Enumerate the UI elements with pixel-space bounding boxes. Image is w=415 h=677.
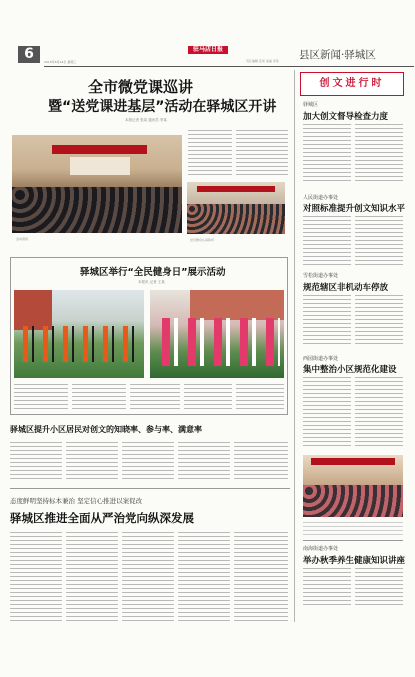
satisfaction-body-2: [66, 442, 118, 482]
dance-photo-left: [14, 290, 144, 378]
lead-title-line1: 全市微党课巡讲: [88, 78, 194, 96]
fitness-body-3: [130, 384, 180, 412]
stage-screen: [70, 157, 130, 175]
meeting-hall-photo: [12, 135, 182, 233]
stage-banner: [52, 145, 147, 154]
dancers-left: [18, 326, 140, 362]
sidebar-kicker-1: 驿城区: [303, 102, 319, 108]
discipline-title: 驿城区推进全面从严治党向纵深发展: [10, 511, 194, 525]
lecture-audience: [303, 485, 403, 517]
sidebar-body-4a: [303, 377, 351, 447]
building: [14, 290, 52, 330]
discipline-body-4: [178, 532, 230, 622]
sidebar-body-3b: [355, 295, 403, 345]
audience-banner: [197, 186, 275, 192]
sidebar-kicker-2: 人民街道办事处: [303, 195, 339, 201]
paper-name: 驻马店日报: [188, 46, 228, 54]
fitness-title: 驿城区举行“全民健身日”展示活动: [80, 267, 226, 278]
page-number: 6: [18, 46, 40, 63]
fitness-body-1: [14, 384, 68, 412]
fitness-body-2: [72, 384, 126, 412]
sidebar-kicker-3: 雪松街道办事处: [303, 273, 339, 279]
fitness-body-4: [184, 384, 232, 412]
sidebar-body-1b: [355, 124, 403, 184]
sidebar-body-4b: [355, 377, 403, 447]
dance-photo-right: [150, 290, 284, 378]
satisfaction-body-5: [234, 442, 288, 482]
section-title: 县区新闻·驿城区: [299, 49, 376, 61]
sidebar-body-5a: [303, 568, 351, 608]
photo1-caption: 活动现场: [16, 237, 29, 241]
sidebar-lecture-photo: [303, 455, 403, 517]
lead-title-line2: 暨“送党课进基层”活动在驿城区开讲: [48, 99, 277, 115]
satisfaction-body-3: [122, 442, 174, 482]
lead-body-col1: [188, 130, 232, 178]
sidebar-title-4: 集中整治小区规范化建设: [303, 365, 397, 375]
building-right: [190, 290, 284, 320]
lead-byline: 本报记者 张某 通讯员 李某: [125, 118, 167, 122]
sidebar-body-4c: [303, 522, 403, 536]
discipline-body-5: [234, 532, 288, 622]
sidebar-title-5: 举办秋季养生健康知识讲座: [303, 556, 406, 566]
satisfaction-body-1: [10, 442, 62, 482]
lead-body-col2: [236, 130, 288, 178]
satisfaction-rule: [10, 488, 290, 489]
sidebar-title-2: 对照标准提升创文知识水平: [303, 204, 406, 214]
sidebar-body-3a: [303, 295, 351, 345]
editor-line: 责任编辑 张某 美编 李某: [246, 59, 279, 63]
sidebar-body-2b: [355, 216, 403, 268]
discipline-body-3: [122, 532, 174, 622]
audience-rows: [187, 204, 285, 234]
discipline-body-1: [10, 532, 62, 622]
column-divider: [294, 70, 295, 622]
sidebar-title-1: 加大创文督导检查力度: [303, 112, 389, 122]
photo2-caption: 党员群众认真聆听: [190, 238, 215, 242]
sidebar-kicker-4: 西园街道办事处: [303, 356, 339, 362]
sidebar-rule: [303, 540, 403, 541]
sidebar-body-2a: [303, 216, 351, 268]
satisfaction-title: 驿城区提升小区居民对创文的知晓率、参与率、满意率: [10, 425, 202, 434]
sidebar-title-3: 规范辖区非机动车停放: [303, 283, 389, 293]
discipline-kicker: 态度鲜明坚持标本兼治 坚定信心推进以案促改: [10, 497, 143, 505]
sidebar-body-5b: [355, 568, 403, 608]
date-line: 2016年8月24日 星期三: [44, 60, 77, 64]
lecture-banner: [311, 458, 395, 465]
fitness-byline: 本报讯 记者 王某: [138, 280, 165, 284]
discipline-body-2: [66, 532, 118, 622]
sidebar-body-1a: [303, 124, 351, 184]
sidebar-kicker-5: 南海街道办事处: [303, 546, 339, 552]
audience: [12, 187, 182, 233]
satisfaction-body-4: [178, 442, 230, 482]
fitness-body-5: [236, 384, 284, 412]
sidebar-banner: 创文进行时: [319, 78, 385, 89]
audience-photo: [187, 182, 285, 234]
dancers-right: [156, 318, 280, 366]
masthead-rule: [44, 66, 414, 67]
